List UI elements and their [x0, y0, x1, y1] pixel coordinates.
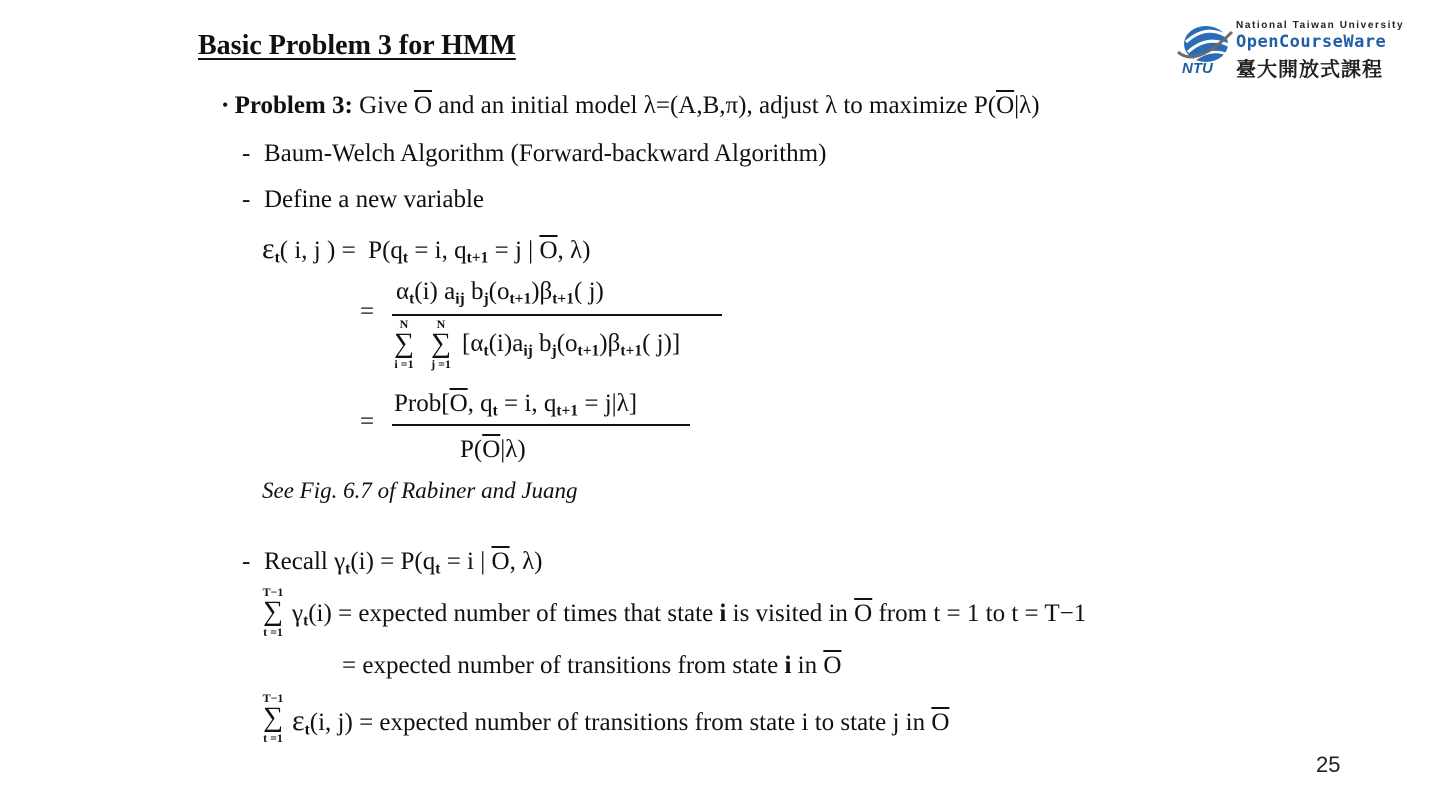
problem-statement: • Problem 3: Give $\overline{O}$ and an initial model λ=(A,B,π), adjust λ to maximize $P(\overline{O}|\lambda)$	[222, 92, 1040, 119]
problem-label: Problem 3:	[234, 92, 353, 119]
fraction-bar	[392, 314, 722, 316]
fraction2-numerator: $Prob[\overline{O}$, $q_t = i$, $q_{t+1} = j|\lambda$]	[394, 390, 638, 420]
sum-i: N ∑ i =1	[394, 317, 414, 371]
epsilon-sum-line: $\varepsilon_t(i$, j) = expected number of transitions from state i to state j in $\overline{O}$	[292, 704, 950, 739]
fraction2-denominator: $P(\overline{O}|\lambda)$	[460, 436, 526, 463]
ntu-opencourseware-logo	[1176, 20, 1421, 82]
fraction1-denominator: [$\alpha_t(i)a_{ij}$ $b_j(o_{t+1})\beta_{t+1}$( j)]	[462, 330, 681, 360]
gamma-sum-line: $\gamma_t(i)$ = expected number of times that state i is visited in $\overline{O}$ from t = 1 to t = T−1	[292, 600, 1087, 630]
ntu-mark: NTU	[1182, 60, 1213, 77]
dash-item-define-variable: - Define a new variable	[242, 186, 485, 213]
sum-t-gamma: T−1 ∑ t =1	[262, 585, 284, 639]
bullet-symbol: •	[222, 95, 229, 115]
logo-university: National Taiwan University	[1236, 20, 1405, 31]
dash-item-baum-welch: - Baum-Welch Algorithm (Forward-backward Algorithm)	[242, 140, 827, 167]
epsilon-definition: $\varepsilon_t$( i, j ) = $P(q_t = i$, $q_{t+1} = j$ | $\overline{O}$, λ)	[262, 232, 591, 267]
transitions-from-line: = expected number of transitions from state i in $\overline{O}$	[342, 652, 842, 679]
logo-brand: OpenCourseWare	[1236, 32, 1387, 52]
sum-j: N ∑ j =1	[431, 317, 451, 371]
sum-t-epsilon: T−1 ∑ t =1	[262, 691, 284, 745]
logo-chinese: 臺大開放式課程	[1236, 57, 1383, 81]
reference-note: See Fig. 6.7 of Rabiner and Juang	[262, 478, 578, 503]
recall-gamma: - Recall $\gamma_t(i) = P(q_t = i$ | $\overline{O}$, λ)	[242, 548, 543, 578]
fraction1-numerator: $\alpha_t(i)$ $a_{ij}$ $b_j(o_{t+1})\beta_{t+1}$( j)	[396, 278, 604, 308]
slide-title: Basic Problem 3 for HMM	[198, 30, 516, 61]
fraction-bar	[392, 424, 690, 426]
page-number: 25	[1316, 752, 1341, 777]
